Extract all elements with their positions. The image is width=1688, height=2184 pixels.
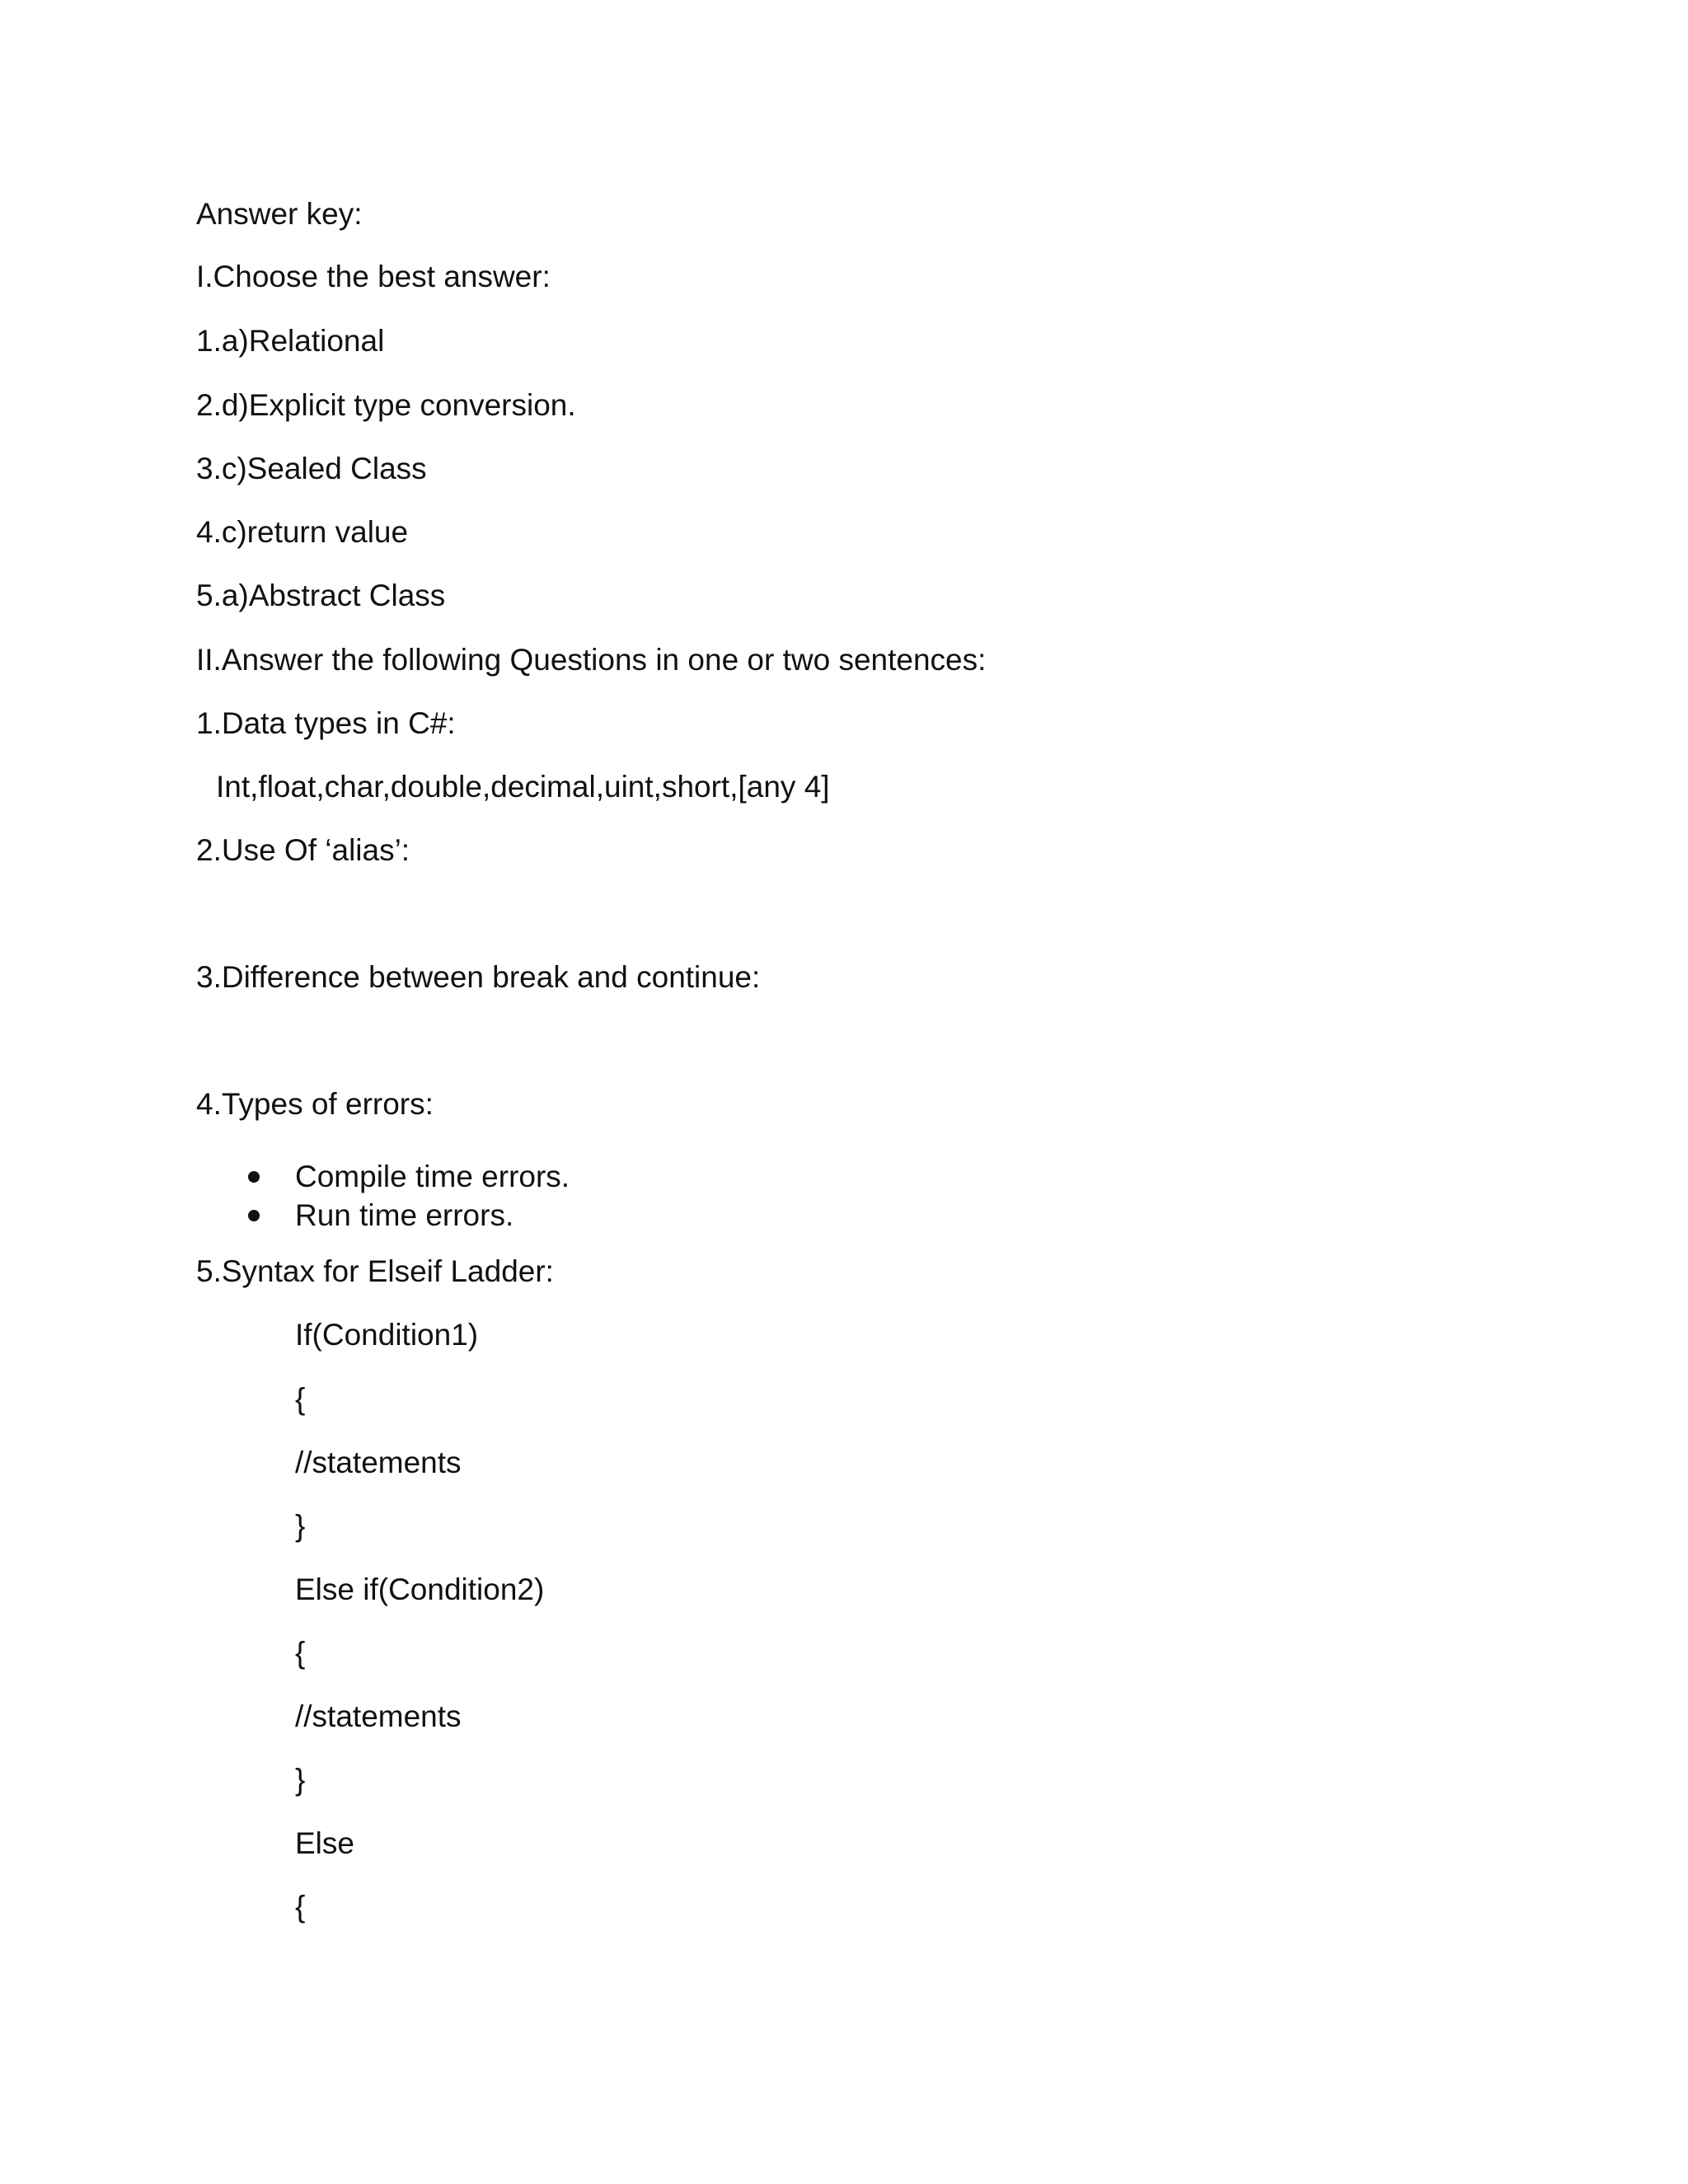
- section2-title: II.Answer the following Questions in one or two sentences:: [196, 643, 987, 677]
- code-line: }: [295, 1763, 306, 1797]
- question-2-title: 2.Use Of ‘alias’:: [196, 833, 410, 867]
- answer-key-heading: Answer key:: [196, 197, 363, 231]
- bullet-text: Run time errors.: [295, 1198, 514, 1232]
- list-item: [196, 1197, 570, 1236]
- question-3-title: 3.Difference between break and continue:: [196, 960, 761, 994]
- question-1-answer: Int,float,char,double,decimal,uint,short,[any 4]: [216, 770, 830, 804]
- bullet-icon: [248, 1210, 260, 1221]
- section1-title: I.Choose the best answer:: [196, 260, 551, 293]
- answer-5: 5.a)Abstract Class: [196, 579, 446, 612]
- answer-1: 1.a)Relational: [196, 324, 385, 358]
- code-line: {: [295, 1636, 306, 1670]
- code-line: {: [295, 1382, 306, 1416]
- code-line: }: [295, 1509, 306, 1543]
- answer-3: 3.c)Sealed Class: [196, 452, 427, 485]
- code-line: //statements: [295, 1699, 462, 1733]
- question-5-title: 5.Syntax for Elseif Ladder:: [196, 1254, 554, 1288]
- bullet-text: Compile time errors.: [295, 1160, 570, 1193]
- error-types-list: [196, 1159, 570, 1236]
- list-item: [196, 1159, 570, 1197]
- code-line: If(Condition1): [295, 1318, 479, 1352]
- question-4-title: 4.Types of errors:: [196, 1087, 434, 1121]
- code-line: Else if(Condition2): [295, 1572, 545, 1606]
- answer-4: 4.c)return value: [196, 515, 409, 549]
- question-1-title: 1.Data types in C#:: [196, 706, 456, 740]
- answer-2: 2.d)Explicit type conversion.: [196, 388, 576, 422]
- code-line: //statements: [295, 1446, 462, 1479]
- bullet-icon: [248, 1171, 260, 1183]
- code-line: {: [295, 1890, 306, 1924]
- code-line: Else: [295, 1826, 354, 1860]
